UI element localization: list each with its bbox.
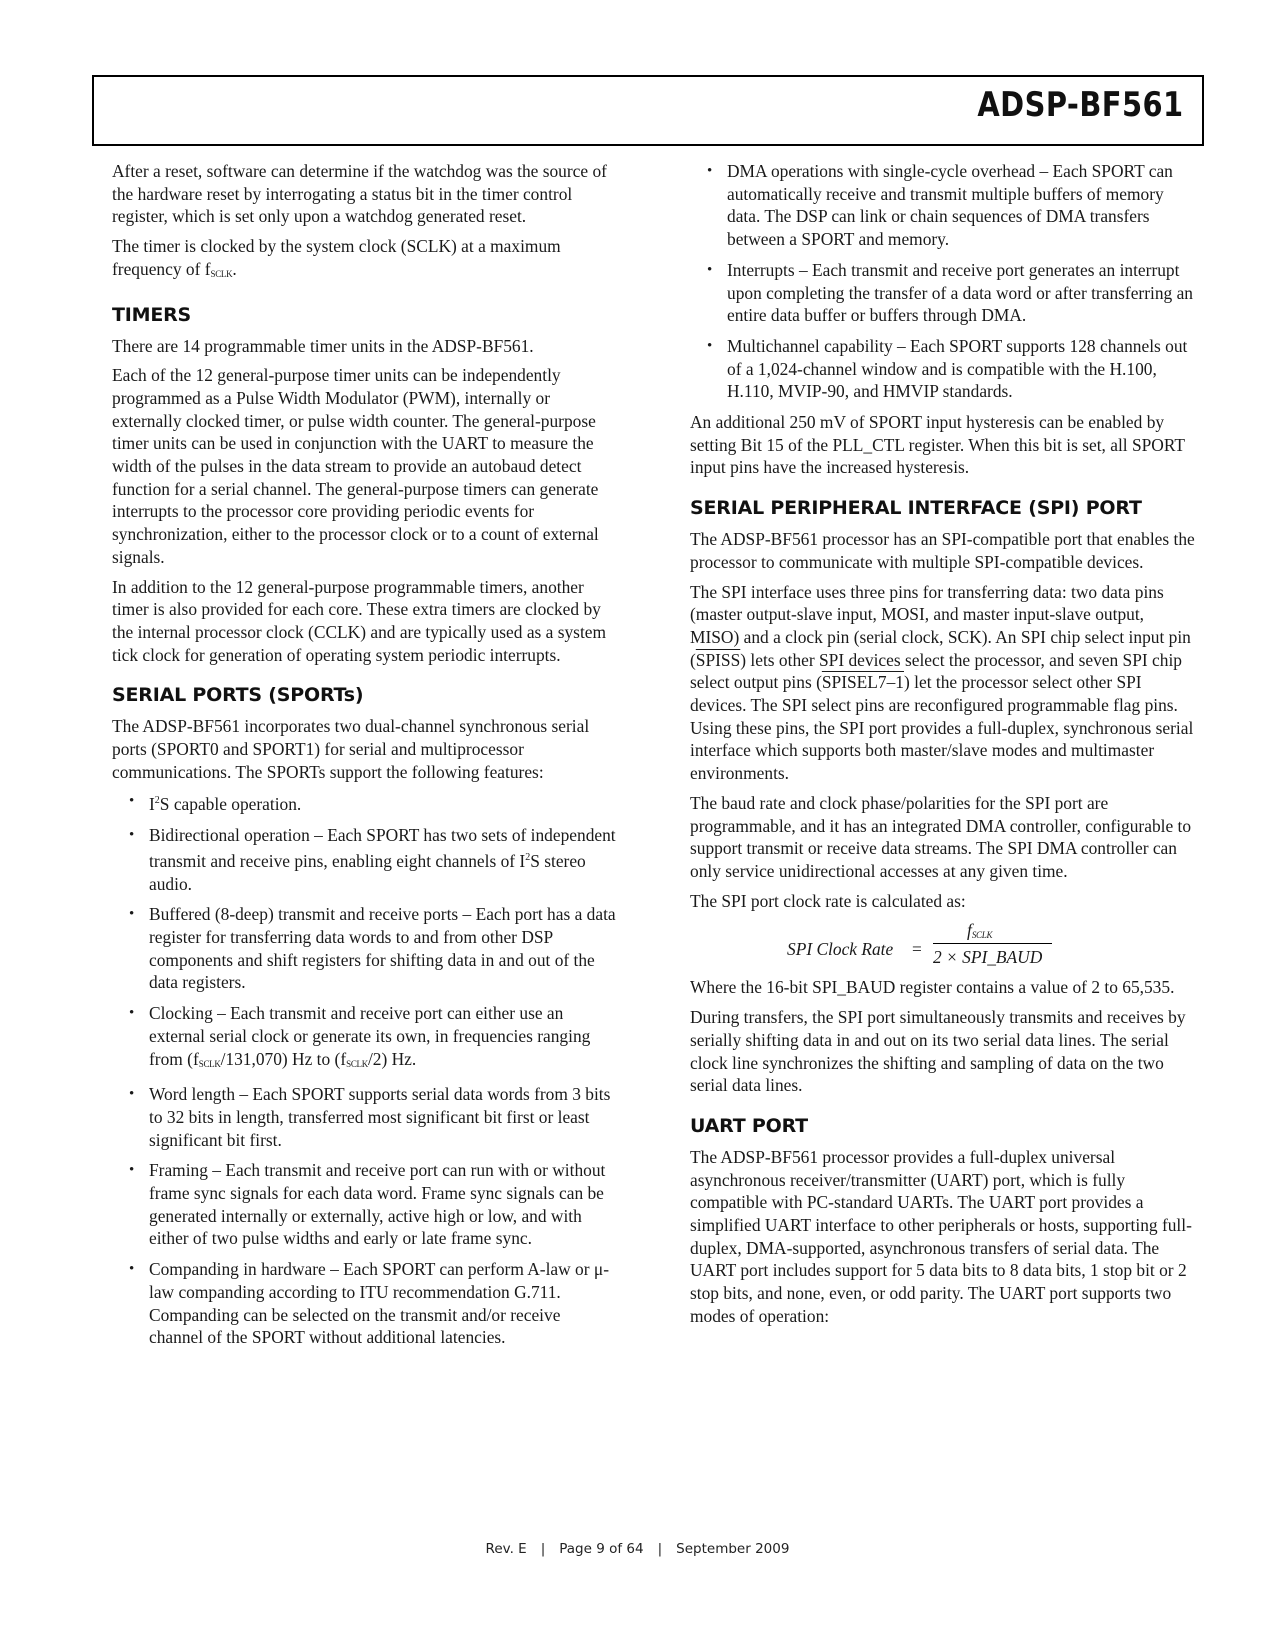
paragraph-timers-extra: In addition to the 12 general-purpose programmable timers, another timer is also provided for each core. These extra timers are clocked by the internal processor clock (CCLK) and are typically used as a system tick clock for generation of operating system periodic interrupts. (112, 576, 607, 665)
text-run: f (967, 920, 972, 941)
paragraph-sports-intro: The ADSP-BF561 incorporates two dual-channel synchronous serial ports (SPORT0 and SPORT1) for serial and multiprocessor communications. The SPORTs support the following features: (112, 716, 590, 782)
text-run: Clocking – Each transmit and receive port can either use an external serial clock or generate its own, in frequencies ranging from (f (149, 1003, 591, 1069)
footer-date: September 2009 (676, 1541, 790, 1557)
text-run: /2) Hz. (367, 1048, 417, 1069)
heading-sports: SERIAL PORTS (SPORTs) (112, 684, 364, 707)
text-run: The SPI interface uses three pins for transferring data: two data pins (master output-slave input, MOSI, and master input-slave output, MISO) and a clock pin (serial clock, SCK). An SPI chip select input pin ( (690, 581, 1191, 670)
overlined-signal: SPISS (695, 649, 741, 670)
list-item: • Framing – Each transmit and receive port can run with or without frame sync signals for each data word. Frame sync signals can be generated internally or externally, active high or low, and with either of two pulse widths and early or late frame sync. (112, 1159, 618, 1250)
heading-spi: SERIAL PERIPHERAL INTERFACE (SPI) PORT (690, 497, 1142, 520)
list-item (112, 824, 618, 895)
paragraph-watchdog: After a reset, software can determine if the watchdog was the source of the hardware reset by interrogating a status bit in the timer control register, which is set only upon a watchdog generated reset. (112, 161, 607, 227)
paragraph-timer-clock (112, 235, 618, 285)
subscript: SCLK (971, 930, 993, 941)
fraction-bar (933, 943, 1052, 944)
paragraph-timers-general: Each of the 12 general-purpose timer units can be independently programmed as a Pulse Width Modulator (PWM), internally or externally clocked timer, or pulse width counter. The general-purpose timer units can be used in conjunction with the UART to measure the width of the pulses in the data stream to provide an autobaud detect function for a serial channel. The general-purpose timers can generate interrupts to the processor core providing periodic events for synchronization, either to the processor clock or to a count of external signals. (112, 365, 599, 567)
list-item: • Interrupts – Each transmit and receive port generates an interrupt upon completing the transfer of a data word or after transferring an entire data buffer or buffers through DMA. (690, 259, 1196, 327)
paragraph-spi-rate-intro: The SPI port clock rate is calculated as: (690, 890, 966, 911)
sports-feature-list-continued (690, 160, 1196, 403)
list-item (112, 790, 618, 816)
text-run: ) let the processor select other SPI devices. The SPI select pins are reconfigured programmable flag pins. Using these pins, the SPI port provides a full-duplex, synchronous serial interface which supports both master/slave modes and multimaster environments. (690, 672, 1194, 784)
page-footer (0, 1541, 1275, 1557)
heading-timers: TIMERS (112, 303, 192, 326)
list-item: • Buffered (8-deep) transmit and receive ports – Each port has a data register for transferring data words to and from other DSP components and shift registers for shifting data in and out of the data registers. (112, 903, 618, 994)
footer-separator: | (540, 1541, 546, 1557)
subscript: SCLK (210, 268, 233, 279)
formula-denominator: 2 × SPI_BAUD (933, 947, 1043, 968)
paragraph-spi-baud: The baud rate and clock phase/polarities for the SPI port are programmable, and it has an integrated DMA controller, configurable to support transmit or receive data streams. The SPI DMA controller can only service unidirectional accesses at any given time. (690, 792, 1192, 881)
paragraph-hysteresis: An additional 250 mV of SPORT input hysteresis can be enabled by setting Bit 15 of the PLL_CTL register. When this bit is set, all SPORT input pins have the increased hysteresis. (690, 412, 1185, 478)
paragraph-timers-count: There are 14 programmable timer units in the ADSP-BF561. (112, 335, 534, 356)
footer-page-number: Page 9 of 64 (559, 1541, 644, 1557)
superscript: 2 (525, 851, 531, 863)
list-item (112, 1002, 618, 1075)
footer-revision: Rev. E (485, 1541, 527, 1557)
paragraph-spi-register: Where the 16-bit SPI_BAUD register contains a value of 2 to 65,535. (690, 977, 1175, 998)
text-run: S capable operation. (159, 794, 302, 815)
paragraph-uart: The ADSP-BF561 processor provides a full-duplex universal asynchronous receiver/transmitter (UART) port, which is fully compatible with PC-standard UARTs. The UART port provides a simplified UART interface to other peripherals or hosts, supporting full-duplex, DMA-supported, asynchronous transfers of serial data. The UART port includes support for 5 data bits to 8 data bits, 1 stop bit or 2 stop bits, and none, even, or odd parity. The UART port supports two modes of operation: (690, 1146, 1192, 1326)
text-run: Bidirectional operation – Each SPORT has two sets of independent transmit and receive pins, enabling eight channels of I (149, 825, 616, 871)
sports-feature-list (112, 790, 618, 1348)
list-item: • DMA operations with single-cycle overhead – Each SPORT can automatically receive and transmit multiple buffers of memory data. The DSP can link or chain sequences of DMA transfers between a SPORT and memory. (690, 160, 1196, 251)
doc-title: ADSP-BF561 (977, 85, 1184, 125)
footer-separator: | (657, 1541, 663, 1557)
text-run: . (232, 258, 237, 279)
formula-numerator (967, 920, 992, 941)
formula-lhs: SPI Clock Rate (787, 939, 894, 960)
text-run: S stereo audio. (149, 850, 586, 894)
spi-clock-formula (690, 920, 1196, 974)
formula-equals: = (912, 939, 922, 960)
text-run: I (149, 794, 155, 815)
header-box (92, 75, 1204, 146)
list-item: • Companding in hardware – Each SPORT can perform A-law or μ-law companding according to ITU recommendation G.711. Companding can be selected on the transmit and/or receive channel of the SPORT without additional latencies. (112, 1258, 618, 1349)
paragraph-spi-pins (690, 581, 1196, 785)
overlined-signal: SPISEL7–1 (821, 672, 904, 693)
subscript: SCLK (346, 1058, 368, 1069)
text-run: ) lets other SPI devices select the processor, and seven SPI chip select output pins ( (690, 649, 1182, 693)
text-run: /131,070) Hz to (f (220, 1048, 347, 1069)
paragraph-spi-intro: The ADSP-BF561 processor has an SPI-compatible port that enables the processor to communicate with multiple SPI-compatible devices. (690, 529, 1195, 572)
list-item: • Word length – Each SPORT supports serial data words from 3 bits to 32 bits in length, transferred most significant bit first or least significant bit first. (112, 1083, 618, 1151)
heading-uart: UART PORT (690, 1114, 808, 1137)
subscript: SCLK (198, 1058, 221, 1069)
left-column (112, 160, 618, 1357)
text-run: The timer is clocked by the system clock (SCLK) at a maximum frequency of f (112, 236, 561, 279)
paragraph-spi-transfers: During transfers, the SPI port simultaneously transmits and receives by serially shifting data in and out on its two serial data lines. The serial clock line synchronizes the shifting and sampling of data on the two serial data lines. (690, 1007, 1186, 1096)
right-column (690, 160, 1196, 1335)
list-item: • Multichannel capability – Each SPORT supports 128 channels out of a 1,024-channel window and is compatible with the H.100, H.110, MVIP-90, and HMVIP standards. (690, 335, 1196, 403)
superscript: 2 (154, 795, 160, 807)
